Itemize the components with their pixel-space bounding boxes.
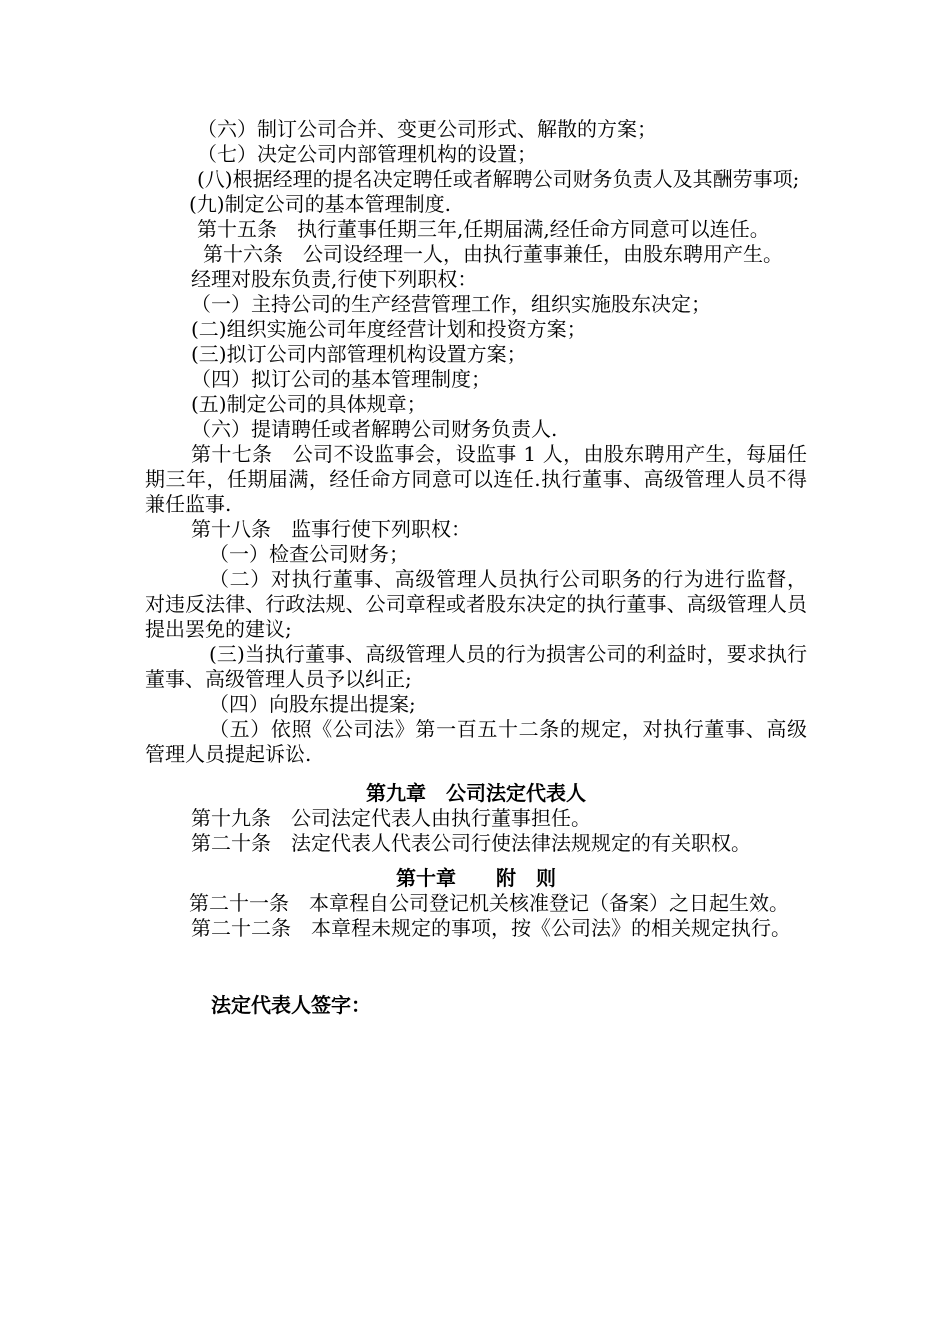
manager-power-4: （四）拟订公司的基本管理制度；: [191, 367, 491, 391]
clause-item-7: （七）决定公司内部管理机构的设置；: [197, 142, 537, 166]
article-20: 第二十条 法定代表人代表公司行使法律法规规定的有关职权。: [191, 831, 751, 855]
article-21: 第二十一条 本章程自公司登记机关核准登记（备案）之日起生效。: [189, 891, 789, 915]
chapter-10-title: 第十章 附 则: [396, 866, 556, 890]
article-15: 第十五条 执行董事任期三年,任期届满,经任命方同意可以连任。: [197, 217, 770, 241]
supervisor-power-1: （一）检查公司财务；: [209, 542, 409, 566]
manager-power-3: (三)拟订公司内部管理机构设置方案；: [191, 342, 527, 366]
manager-power-5: (五)制定公司的具体规章；: [191, 392, 427, 416]
article-22: 第二十二条 本章程未规定的事项，按《公司法》的相关规定执行。: [191, 916, 791, 940]
signature-label: 法定代表人签字：: [211, 993, 371, 1017]
clause-item-9: (九)制定公司的基本管理制度.: [189, 192, 451, 216]
supervisor-power-3: (三)当执行董事、高级管理人员的行为损害公司的利益时，要求执行董事、高级管理人员予以纠正;: [145, 642, 807, 691]
article-16: 第十六条 公司设经理一人，由执行董事兼任，由股东聘用产生。: [203, 242, 783, 266]
document-body: [145, 117, 807, 1018]
supervisor-power-4: （四）向股东提出提案;: [209, 692, 416, 716]
clause-item-6: （六）制订公司合并、变更公司形式、解散的方案；: [197, 117, 657, 141]
article-19: 第十九条 公司法定代表人由执行董事担任。: [191, 806, 591, 830]
manager-power-6: （六）提请聘任或者解聘公司财务负责人.: [191, 417, 558, 441]
manager-power-1: （一）主持公司的生产经营管理工作，组织实施股东决定；: [191, 292, 711, 316]
manager-power-2: (二)组织实施公司年度经营计划和投资方案；: [191, 317, 587, 341]
chapter-9-title: 第九章 公司法定代表人: [366, 781, 586, 805]
supervisor-power-5: （五）依照《公司法》第一百五十二条的规定，对执行董事、高级管理人员提起诉讼.: [145, 717, 807, 766]
clause-item-8: (八)根据经理的提名决定聘任或者解聘公司财务负责人及其酬劳事项;: [197, 167, 800, 191]
article-18: 第十八条 监事行使下列职权：: [191, 517, 471, 541]
manager-powers-intro: 经理对股东负责,行使下列职权：: [191, 267, 478, 291]
article-17: 第十七条 公司不设监事会，设监事 1 人，由股东聘用产生，每届任期三年，任期届满，经任命方同意可以连任.执行董事、高级管理人员不得兼任监事.: [145, 442, 807, 516]
supervisor-power-2: （二）对执行董事、高级管理人员执行公司职务的行为进行监督，对违反法律、行政法规、公司章程或者股东决定的执行董事、高级管理人员提出罢免的建议;: [145, 567, 807, 641]
